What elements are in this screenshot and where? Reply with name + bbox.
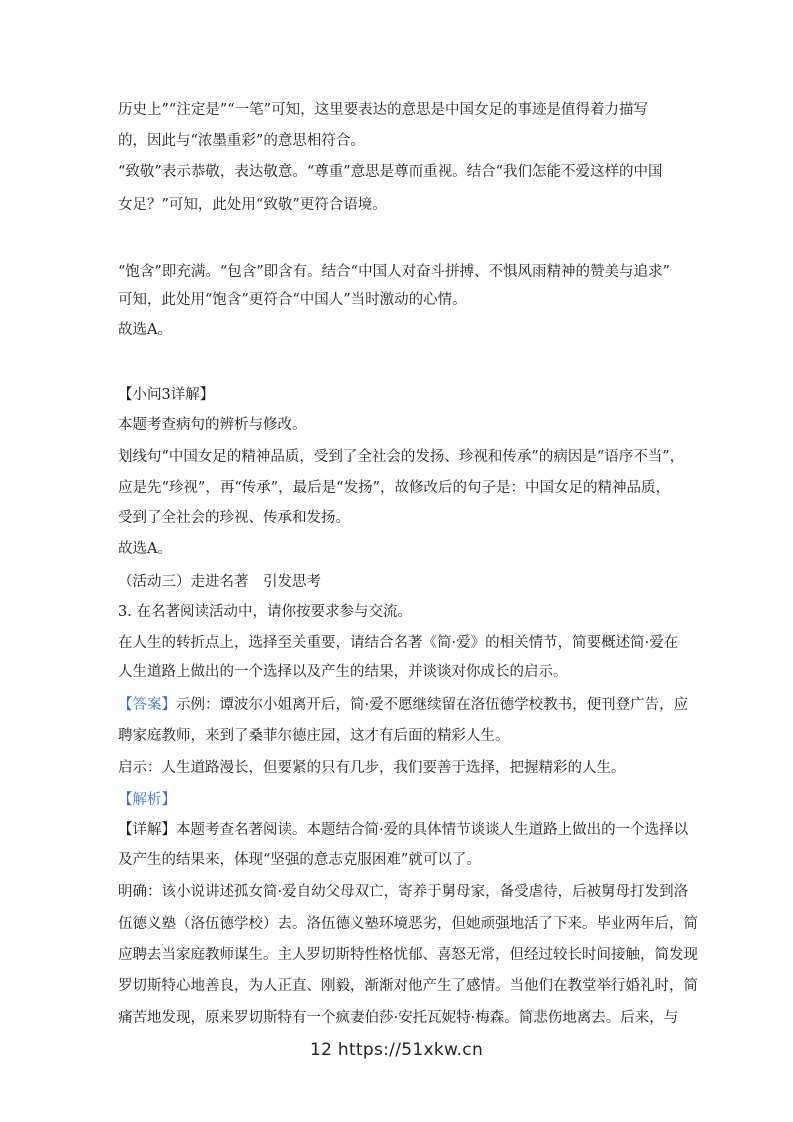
text-line: 应是先“珍视”，再“传承”，最后是“发扬”，故修改后的句子是：中国女足的精神品质， — [118, 480, 670, 496]
analysis-line — [118, 790, 678, 810]
section-heading: 【小问3详解】 — [118, 387, 215, 403]
answer-line: 【答案】示例：谭波尔小姐离开后，简·爱不愿继续留在洛伍德学校教书，便刊登广告，应 — [118, 697, 689, 713]
text-line: 罗切斯特心地善良，为人正直、刚毅，渐渐对他产生了感情。当他们在教堂举行婚礼时，简 — [118, 978, 698, 994]
text-line: 可知，此处用“饱含”更符合“中国人”当时激动的心情。 — [118, 292, 467, 308]
text-line: 应聘去当家庭教师谋生。主人罗切斯特性格忧郁、喜怒无常，但经过较长时间接触，简发现 — [118, 947, 698, 963]
answer-tag: 【答案】 — [118, 697, 176, 713]
text-line: 聘家庭教师，来到了桑菲尔德庄园，这才有后面的精彩人生。 — [118, 728, 510, 744]
text-line: 启示：人生道路漫长，但要紧的只有几步，我们要善于选择，把握精彩的人生。 — [118, 760, 626, 776]
text-line: “致敬”表示恭敬，表达敬意。“尊重”意思是尊而重视。结合“我们怎能不爱这样的中国 — [118, 164, 663, 180]
text-line: 的，因此与“浓墨重彩”的意思相符合。 — [118, 133, 365, 149]
text-line: 在人生的转折点上，选择至关重要，请结合名著《简·爱》的相关情节，简要概述简·爱在 — [118, 635, 679, 651]
analysis-tag: 【解析】 — [118, 792, 176, 808]
text-line: 本题考查病句的辨析与修改。 — [118, 417, 307, 433]
text-line: 受到了全社会的珍视、传承和发扬。 — [118, 510, 350, 526]
text-line: 故选A。 — [118, 541, 172, 557]
text-line: 历史上”“注定是”“一笔”可知，这里要表达的意思是中国女足的事迹是值得着力描写 — [118, 102, 649, 118]
activity-heading: （活动三）走进名著 引发思考 — [118, 574, 321, 590]
text-line: 女足？”可知，此处用“致敬”更符合语境。 — [118, 197, 387, 213]
text-line: 伍德义塾（洛伍德学校）去。洛伍德义塾环境恶劣，但她顽强地活了下来。毕业两年后，简 — [118, 916, 698, 932]
text-line: 【详解】本题考查名著阅读。本题结合简·爱的具体情节谈谈人生道路上做出的一个选择以 — [118, 822, 689, 838]
text-line: 划线句“中国女足的精神品质，受到了全社会的发扬、珍视和传承”的病因是“语序不当”， — [118, 449, 685, 465]
text-line: 人生道路上做出的一个选择以及产生的结果，并谈谈对你成长的启示。 — [118, 664, 568, 680]
text-line: 及产生的结果来，体现“坚强的意志克服困难”就可以了。 — [118, 852, 481, 868]
text-line: 故选A。 — [118, 322, 172, 338]
text-line: “饱含”即充满。“包含”即含有。结合“中国人对奋斗拼搏、不惧风雨精神的赞美与追求” — [118, 264, 670, 280]
question-line: 3. 在名著阅读活动中，请你按要求参与交流。 — [118, 604, 412, 620]
page-footer[interactable]: 12 https://51xkw.cn — [309, 1040, 484, 1060]
text-line: 明确：该小说讲述孤女简·爱自幼父母双亡，寄养于舅母家，备受虐待，后被舅母打发到洛 — [118, 884, 689, 900]
text-line: 痛苦地发现，原来罗切斯特有一个疯妻伯莎·安托瓦妮特·梅森。简悲伤地离去。后来，与 — [118, 1010, 679, 1026]
